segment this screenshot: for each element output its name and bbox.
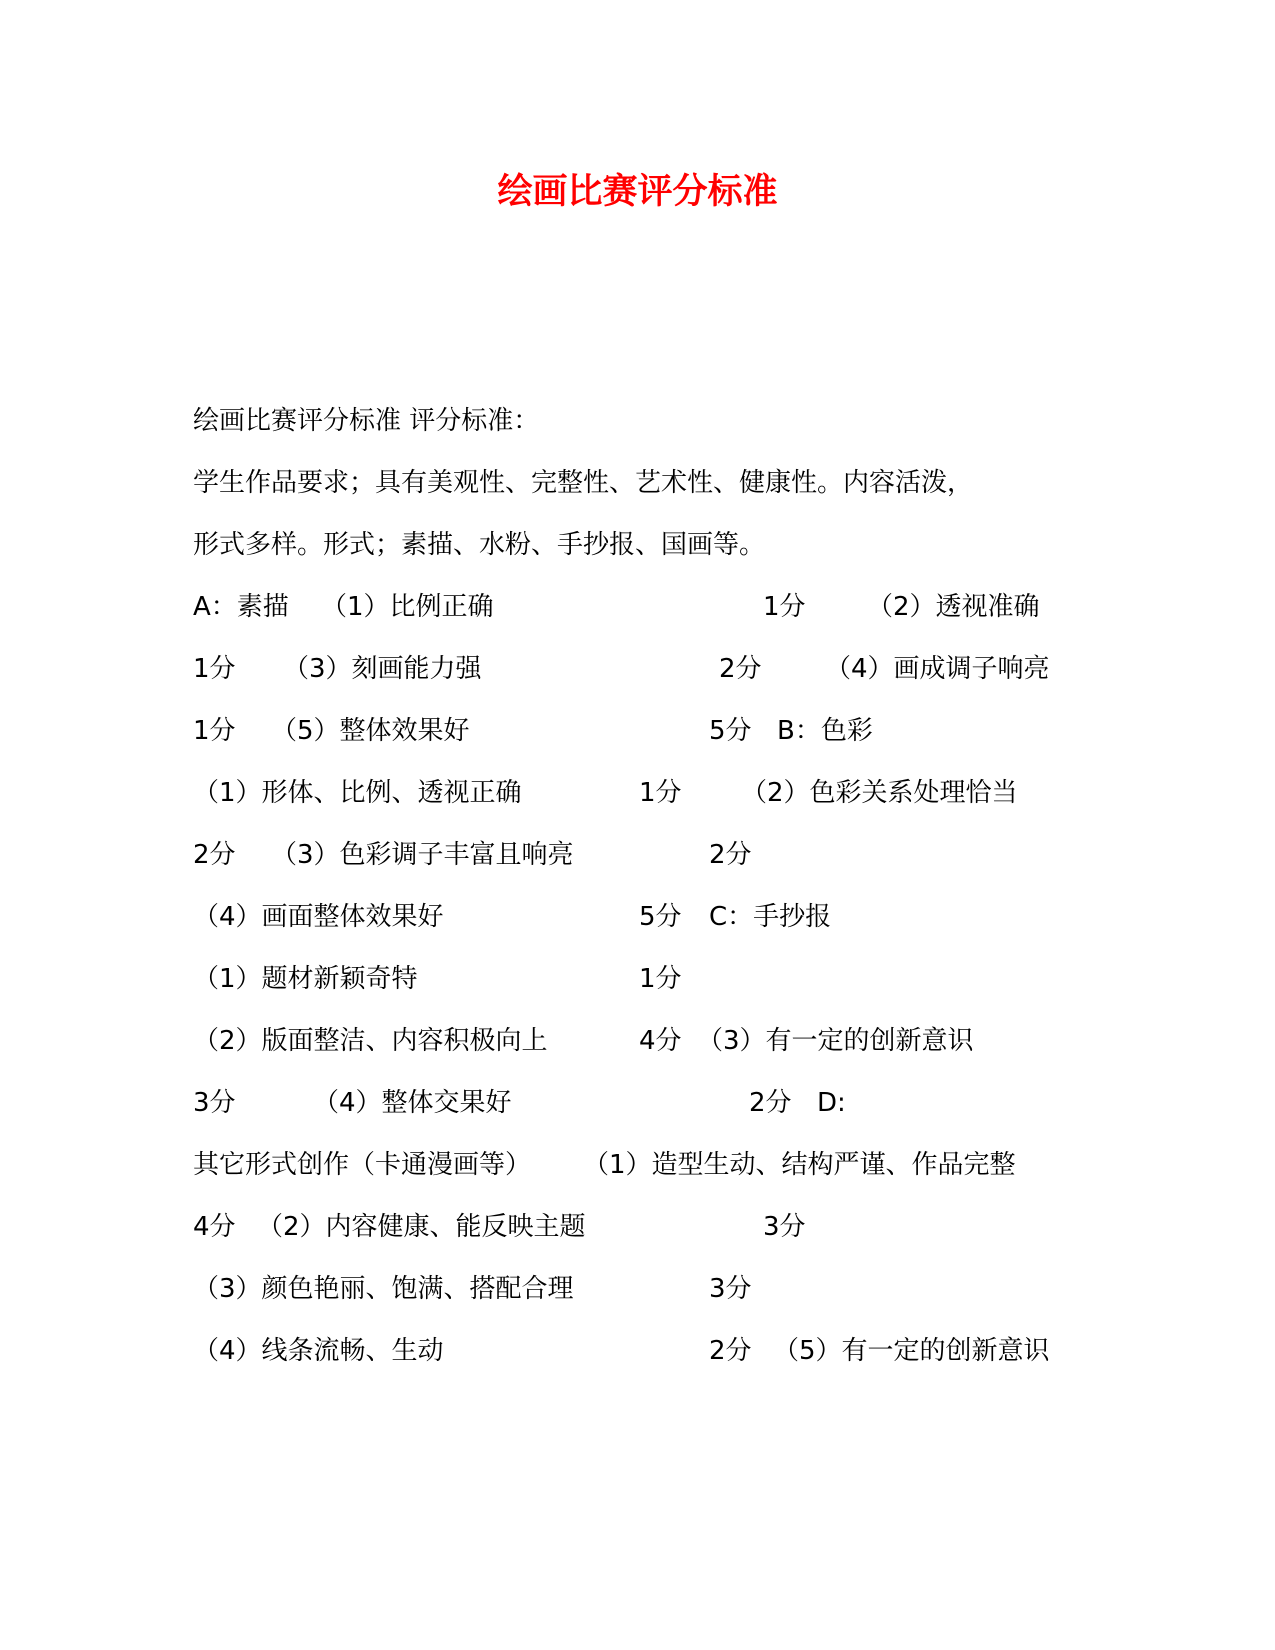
line-segment: 3分 (193, 1088, 236, 1118)
line-segment: C：手抄报 (709, 902, 832, 932)
line-segment: （3）颜色艳丽、饱满、搭配合理 (193, 1274, 574, 1304)
line-segment: 5分 (709, 716, 752, 746)
line-segment: （2）色彩关系处理恰当 (741, 778, 1018, 808)
line-segment: （1）造型生动、结构严谨、作品完整 (583, 1150, 1016, 1180)
line-segment: （1）题材新颖奇特 (193, 964, 418, 994)
document-title: 绘画比赛评分标准 (497, 171, 778, 212)
text-line-11 (193, 1023, 974, 1059)
text-line-10 (193, 961, 682, 997)
line-segment: （3）有一定的创新意识 (697, 1026, 974, 1056)
line-segment: 2分 (709, 1336, 752, 1366)
line-segment: （1）形体、比例、透视正确 (193, 778, 522, 808)
text-line-3 (193, 527, 766, 563)
line-segment: 1分 (193, 716, 236, 746)
line-segment: 其它形式创作（卡通漫画等） (193, 1150, 532, 1180)
line-segment: 1分 (639, 964, 682, 994)
line-segment: （3）刻画能力强 (283, 654, 482, 684)
line-segment: （2）内容健康、能反映主题 (257, 1212, 586, 1242)
line-segment: （3）色彩调子丰富且响亮 (271, 840, 574, 870)
text-line-15 (193, 1271, 752, 1307)
line-segment: 绘画比赛评分标准 评分标准： (193, 406, 540, 436)
line-segment: 3分 (709, 1274, 752, 1304)
line-segment: （4）画面整体效果好 (193, 902, 444, 932)
line-segment: （5）整体效果好 (271, 716, 470, 746)
line-segment: 1分 (763, 592, 806, 622)
line-segment: （5）有一定的创新意识 (773, 1336, 1050, 1366)
line-segment: 4分 (639, 1026, 682, 1056)
line-segment: D: (817, 1088, 846, 1118)
line-segment: （2）版面整洁、内容积极向上 (193, 1026, 548, 1056)
line-segment: 2分 (709, 840, 752, 870)
line-segment: B：色彩 (777, 716, 873, 746)
line-segment: （4）画成调子响亮 (825, 654, 1050, 684)
text-line-2 (193, 465, 974, 501)
text-line-8 (193, 837, 752, 873)
line-segment: 形式多样。形式；素描、水粉、手抄报、国画等。 (193, 530, 766, 560)
line-segment: 1分 (639, 778, 682, 808)
text-line-16 (193, 1333, 1050, 1369)
line-segment: 2分 (719, 654, 762, 684)
text-line-14 (193, 1209, 806, 1245)
line-segment: 4分 (193, 1212, 236, 1242)
line-segment: 2分 (193, 840, 236, 870)
text-line-4 (193, 589, 1040, 625)
line-segment: 1分 (193, 654, 236, 684)
line-segment: 3分 (763, 1212, 806, 1242)
line-segment: A：素描 (193, 592, 289, 622)
line-segment: 学生作品要求；具有美观性、完整性、艺术性、健康性。内容活泼， (193, 468, 974, 498)
line-segment: （4）线条流畅、生动 (193, 1336, 444, 1366)
text-line-12 (193, 1085, 846, 1121)
line-segment: （2）透视准确 (867, 592, 1040, 622)
line-segment: 5分 (639, 902, 682, 932)
text-line-7 (193, 775, 1018, 811)
line-segment: （1）比例正确 (321, 592, 494, 622)
line-segment: 2分 (749, 1088, 792, 1118)
text-line-1 (193, 403, 540, 439)
text-line-9 (193, 899, 832, 935)
line-segment: （4）整体交果好 (313, 1088, 512, 1118)
text-line-13 (193, 1147, 1016, 1183)
text-line-5 (193, 651, 1050, 687)
text-line-6 (193, 713, 873, 749)
